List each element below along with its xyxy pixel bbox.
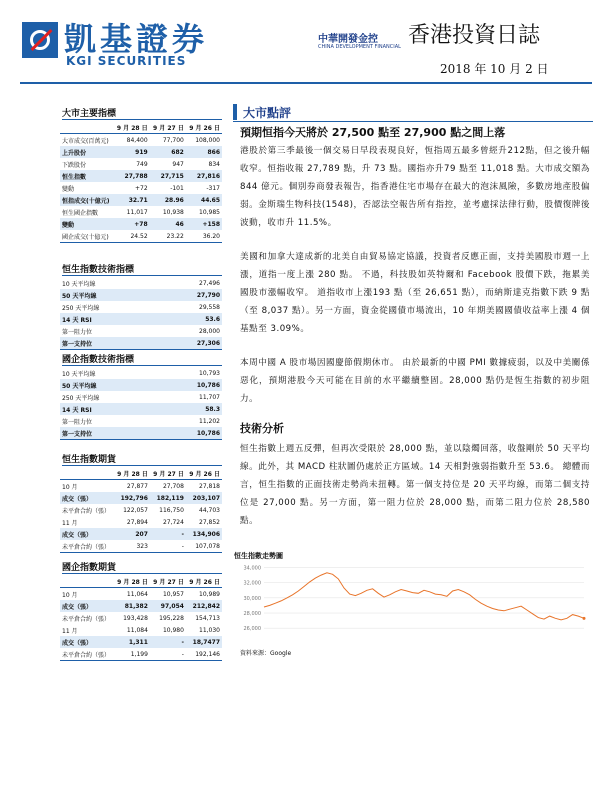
table-cell: 11,017 xyxy=(126,208,148,216)
table-cell: 27,788 xyxy=(114,170,150,182)
table-row xyxy=(60,301,222,313)
table-cell: 10,980 xyxy=(162,626,184,634)
table-row xyxy=(60,289,222,301)
section-divider xyxy=(62,275,222,276)
table-cell: 恒生指數 xyxy=(60,170,114,182)
table-cell: 919 xyxy=(114,146,150,158)
hscei-futures-table xyxy=(60,575,222,661)
table-cell: 10,957 xyxy=(162,590,184,598)
table-cell: 11 月 xyxy=(62,519,78,527)
table-cell: 第一支持位 xyxy=(60,337,158,350)
table-cell: - xyxy=(150,636,186,648)
table-row xyxy=(60,134,222,147)
market-indicators-title: 大市主要指標 xyxy=(62,109,117,119)
table-cell: 10 月 xyxy=(62,483,78,491)
table-cell: 上升股份 xyxy=(60,146,114,158)
table-cell: 11,202 xyxy=(199,417,220,425)
table-cell: 44.65 xyxy=(186,194,222,206)
table-cell: 682 xyxy=(150,146,186,158)
market-commentary-banner xyxy=(233,104,593,120)
table-row xyxy=(60,624,222,636)
table-cell: 9 月 28 日 xyxy=(114,575,150,588)
hsi-futures-table xyxy=(60,467,222,553)
table-cell: 192,146 xyxy=(186,648,222,661)
table-cell: 24.52 xyxy=(114,230,150,243)
table-cell: 50 天平均線 xyxy=(60,379,158,391)
table-cell: 27,790 xyxy=(158,289,222,301)
table-cell: 14 天 RSI xyxy=(60,403,158,415)
table-cell: 國企成交(十億元) xyxy=(60,230,114,243)
table-cell: 154,713 xyxy=(195,614,220,622)
table-cell xyxy=(60,121,114,134)
hscei-futures-title: 國企指數期貨 xyxy=(62,563,117,573)
table-row xyxy=(60,540,222,553)
paragraph-outlook: 本周中國 A 股市場因國慶節假期休市。 由於最新的中國 PMI 數據疲弱，以及中美關係惡化，預期港股今天可能在目前的水平繼續整固。28,000 點仍是恆生指數的初步阻力。 xyxy=(240,358,590,404)
table-cell xyxy=(60,467,114,480)
parent-group-name-en: CHINA DEVELOPMENT FINANCIAL xyxy=(318,44,401,50)
table-cell: 58.3 xyxy=(158,403,222,415)
table-cell: 44,703 xyxy=(199,506,220,514)
table-cell: 9 月 27 日 xyxy=(150,467,186,480)
table-row xyxy=(60,146,222,158)
table-cell: -101 xyxy=(170,184,184,192)
table-row xyxy=(60,612,222,624)
table-cell: 193,428 xyxy=(123,614,148,622)
table-cell xyxy=(60,575,114,588)
table-cell: 107,078 xyxy=(186,540,222,553)
table-cell: 成交（張） xyxy=(60,528,114,540)
table-cell: 23.22 xyxy=(150,230,186,243)
table-cell: 50 天平均線 xyxy=(60,289,158,301)
table-cell: 866 xyxy=(186,146,222,158)
table-cell: 834 xyxy=(208,160,220,168)
table-cell: 46 xyxy=(150,218,186,230)
table-cell: 1,199 xyxy=(114,648,150,661)
table-header-row xyxy=(60,467,222,480)
parent-group-name: 中華開發金控 xyxy=(318,34,378,45)
y-tick-label: 30,000 xyxy=(243,595,261,602)
table-row xyxy=(60,427,222,440)
table-cell: 9 月 28 日 xyxy=(114,121,150,134)
section-divider xyxy=(62,365,222,366)
table-row xyxy=(60,480,222,493)
table-cell: 未平倉合約（張） xyxy=(62,615,111,623)
table-cell: 11,084 xyxy=(126,626,148,634)
table-row xyxy=(60,194,222,206)
hsi-trend-chart xyxy=(234,562,590,640)
table-cell: 116,750 xyxy=(159,506,184,514)
table-cell: 9 月 26 日 xyxy=(186,575,222,588)
table-header-row xyxy=(60,575,222,588)
section-divider xyxy=(62,465,222,466)
table-cell: 9 月 26 日 xyxy=(186,467,222,480)
banner-underline xyxy=(233,121,593,122)
table-cell: 第一支持位 xyxy=(60,427,158,440)
table-row xyxy=(60,325,222,337)
table-cell: 77,700 xyxy=(162,136,184,144)
table-cell: 成交（張） xyxy=(60,600,114,612)
technical-analysis-title: 技術分析 xyxy=(240,422,284,435)
table-cell: 10 天平均線 xyxy=(62,280,96,288)
table-cell: 18,7477 xyxy=(186,636,222,648)
table-cell: 29,558 xyxy=(199,303,220,311)
headline: 預期恒指今天將於 27,500 點至 27,900 點之間上落 xyxy=(240,126,506,139)
table-row xyxy=(60,403,222,415)
table-cell: 27,818 xyxy=(199,482,220,490)
table-cell: 恒指成交(十億元) xyxy=(60,194,114,206)
table-cell: 250 天平均線 xyxy=(62,394,100,402)
table-cell: 749 xyxy=(136,160,148,168)
market-indicators-table xyxy=(60,121,222,243)
table-cell: 未平倉合約（張） xyxy=(62,507,111,515)
kgi-logo-icon xyxy=(22,22,58,58)
paragraph-technical: 恒生指數上週五反彈，但再次受限於 28,000 點，並以陰燭回落，收盤剛於 50 天平均線。此外，其 MACD 柱狀圖仍處於正方區域。14 天相對強弱指數升至 53.6。 總體而言，恒生指數的正面技術走勢尚未扭轉。第一個支持位是 20 天平均線，而第二個支持位是 27,000 點。另一方面，第一阻力位於 28,000 點，而第二阻力位於 28,580 點。 xyxy=(240,444,590,526)
market-commentary-title: 大市點評 xyxy=(243,106,292,120)
y-tick-label: 34,000 xyxy=(243,565,261,572)
hscei-technical-title: 國企指數技術指標 xyxy=(62,355,135,365)
table-row xyxy=(60,230,222,243)
table-cell: 變動 xyxy=(60,218,114,230)
table-cell: 27,496 xyxy=(199,279,220,287)
table-row xyxy=(60,158,222,170)
section-divider xyxy=(62,119,222,120)
table-cell: 32.71 xyxy=(114,194,150,206)
brand-name-en: KGI SECURITIES xyxy=(66,54,187,68)
table-cell: +158 xyxy=(186,218,222,230)
table-cell: 134,906 xyxy=(186,528,222,540)
table-row xyxy=(60,504,222,516)
table-cell: 192,796 xyxy=(114,492,150,504)
table-cell: 14 天 RSI xyxy=(60,313,158,325)
table-cell: 27,724 xyxy=(162,518,184,526)
table-cell: 9 月 26 日 xyxy=(186,121,222,134)
table-cell: 28,000 xyxy=(199,327,220,335)
paragraph-hk-market: 港股於第三季最後一個交易日早段表現良好，恆指周五最多曾經升212點，但之後升幅收窄。恒指收報 27,789 點，升 73 點。國指亦升79 點至 11,018 點。大市成交額為 844 億元。個別券商發表報告，指香港住宅市場存在最大的泡沫風險，多數房地產股偏弱。金斯瑞生物科技(1548)，否認法空報告所有指控，並考慮採法律行動，股價復牌後波動，收市升 11.5%。 xyxy=(240,146,590,228)
table-row xyxy=(60,648,222,661)
table-cell: 27,852 xyxy=(199,518,220,526)
table-cell: 10 天平均線 xyxy=(62,370,96,378)
table-cell: 9 月 27 日 xyxy=(150,575,186,588)
table-cell: 323 xyxy=(114,540,150,553)
table-row xyxy=(60,415,222,427)
table-cell: 10,938 xyxy=(162,208,184,216)
table-cell: - xyxy=(150,648,186,661)
table-row xyxy=(60,492,222,504)
table-cell: -317 xyxy=(206,184,220,192)
table-cell: 10,786 xyxy=(158,379,222,391)
table-cell: 1,311 xyxy=(114,636,150,648)
table-cell: 203,107 xyxy=(186,492,222,504)
table-cell: 122,057 xyxy=(123,506,148,514)
table-cell: 84,400 xyxy=(126,136,148,144)
table-cell: 第一阻力位 xyxy=(62,418,93,426)
table-row xyxy=(60,379,222,391)
table-cell: 195,228 xyxy=(159,614,184,622)
table-row xyxy=(60,588,222,601)
table-cell: +78 xyxy=(114,218,150,230)
table-row xyxy=(60,636,222,648)
y-tick-label: 26,000 xyxy=(243,626,261,633)
table-cell: 27,816 xyxy=(186,170,222,182)
table-cell: 9 月 28 日 xyxy=(114,467,150,480)
section-divider xyxy=(62,573,222,574)
table-cell: 大市成交(百萬元) xyxy=(62,137,109,145)
table-row xyxy=(60,391,222,403)
table-row xyxy=(60,313,222,325)
table-cell: 250 天平均線 xyxy=(62,304,100,312)
table-cell: 97,054 xyxy=(150,600,186,612)
table-cell: 81,382 xyxy=(114,600,150,612)
y-tick-label: 32,000 xyxy=(243,580,261,587)
table-cell: 成交（張） xyxy=(60,492,114,504)
table-row xyxy=(60,367,222,379)
table-cell: 10,786 xyxy=(158,427,222,440)
table-row xyxy=(60,337,222,350)
table-row xyxy=(60,182,222,194)
table-cell: 11 月 xyxy=(62,627,78,635)
table-cell: 下跌股份 xyxy=(62,161,87,169)
paragraph-us-market: 美國和加拿大達成新的北美自由貿易協定協議，投資者反應正面，支持美國股市週一上漲，道指一度上漲 280 點。 不過，科技股如英特爾和 Facebook 股價下跌，拖累美國股市漲幅收窄。 道指收市上漲193 點（至 26,651 點），而納斯達克指數下跌 9 點（至 8,037 點）。另一方面，資金從國債市場流出，10 年期美國國債收益率上漲 4 個基點至 3.09%。 xyxy=(240,252,590,334)
table-cell: 28.96 xyxy=(150,194,186,206)
table-cell: 11,064 xyxy=(126,590,148,598)
table-cell: 10,793 xyxy=(199,369,220,377)
table-cell: 947 xyxy=(172,160,184,168)
header-divider xyxy=(20,82,592,84)
table-row xyxy=(60,218,222,230)
table-cell: - xyxy=(150,540,186,553)
table-cell: 11,030 xyxy=(199,626,220,634)
table-cell: 10,989 xyxy=(199,590,220,598)
hsi-futures-title: 恒生指數期貨 xyxy=(62,455,117,465)
table-cell: 未平倉合約（張） xyxy=(60,648,114,661)
document-title: 香港投資日誌 xyxy=(408,23,541,48)
table-cell: 11,707 xyxy=(199,393,220,401)
table-row xyxy=(60,206,222,218)
table-cell: +72 xyxy=(135,184,148,192)
hsi-technical-table xyxy=(60,277,222,350)
table-row xyxy=(60,170,222,182)
table-cell: 成交（張） xyxy=(60,636,114,648)
table-cell: 36.20 xyxy=(186,230,222,243)
table-cell: 27,708 xyxy=(162,482,184,490)
table-cell: 212,842 xyxy=(186,600,222,612)
table-cell: 10,985 xyxy=(199,208,220,216)
document-date: 2018 年 10 月 2 日 xyxy=(440,62,549,76)
brand-name-zh: 凱基證券 xyxy=(64,20,209,58)
table-row xyxy=(60,516,222,528)
table-cell: 27,715 xyxy=(150,170,186,182)
table-cell: 27,894 xyxy=(126,518,148,526)
table-cell: 10 月 xyxy=(62,591,78,599)
table-cell: 未平倉合約（張） xyxy=(60,540,114,553)
table-cell: 9 月 27 日 xyxy=(150,121,186,134)
table-cell: 恒生國企指數 xyxy=(62,209,99,217)
table-header-row xyxy=(60,121,222,134)
table-cell: 108,000 xyxy=(195,136,220,144)
table-cell: 27,877 xyxy=(126,482,148,490)
table-cell: 27,306 xyxy=(158,337,222,350)
chart-source: 資料來源：Google xyxy=(240,650,292,657)
table-cell: 變動 xyxy=(62,185,75,193)
table-cell: 207 xyxy=(114,528,150,540)
table-row xyxy=(60,600,222,612)
table-cell: 第一阻力位 xyxy=(62,328,93,336)
chart-title: 恒生指數走勢圖 xyxy=(234,552,283,560)
table-cell: 182,119 xyxy=(150,492,186,504)
table-cell: 53.6 xyxy=(158,313,222,325)
hsi-technical-title: 恒生指數技術指標 xyxy=(62,265,135,275)
hsi-chart-svg xyxy=(234,562,590,640)
banner-accent-bar xyxy=(233,104,237,120)
hscei-technical-table xyxy=(60,367,222,440)
table-row xyxy=(60,528,222,540)
table-row xyxy=(60,277,222,289)
table-cell: - xyxy=(150,528,186,540)
y-tick-label: 28,000 xyxy=(243,611,261,618)
last-point-marker xyxy=(583,617,586,620)
